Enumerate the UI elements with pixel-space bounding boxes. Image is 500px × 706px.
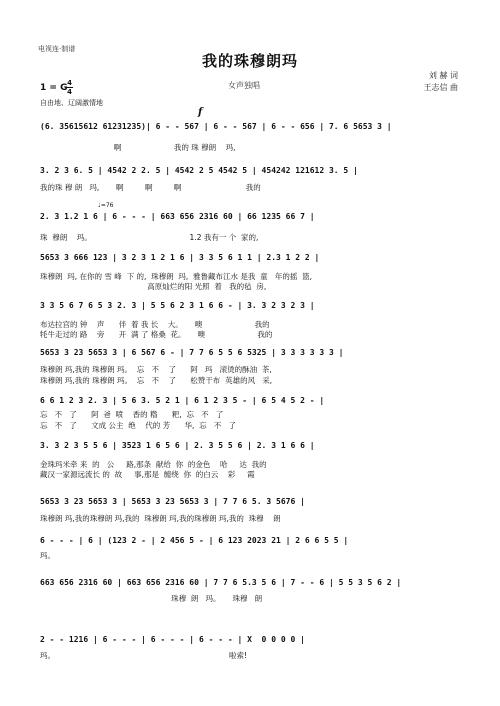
composer-credit: 王志信 曲 xyxy=(423,83,458,92)
lyric-row-5a: 布达拉宫的 钟 声 伴 着 我 长 大。 噢 我的 xyxy=(40,320,270,329)
notes-row-2: 3. 2 3 6. 5 | 4542 2 2. 5 | 4542 2 5 4542 5 | 454242 121612 3. 5 | xyxy=(40,166,358,175)
notes-row-1: (6. 35615612 61231235)| 6 - - 567 | 6 - - 567 | 6 - - 656 | 7. 6 5653 3 | xyxy=(40,122,392,131)
notes-row-11: 663 656 2316 60 | 663 656 2316 60 | 7 7 6 5.3 5 6 | 7 - - 6 | 5 5 3 5 6 2 | xyxy=(40,578,402,587)
lyric-row-11: 珠穆 朗 玛。 珠穆 朗 xyxy=(40,594,263,603)
staff-row-8 xyxy=(0,441,500,501)
forte-mark-icon: f xyxy=(198,107,203,118)
key-signature: 1 = G xyxy=(40,83,68,93)
notes-row-9: 5653 3 23 5653 3 | 5653 3 23 5653 3 | 7 7 6 5. 3 5676 | xyxy=(40,497,305,506)
notes-row-4: 5653 3 666 123 | 3 2 3 1 2 1 6 | 3 3 5 6 1 1 | 2.3 1 2 2 | xyxy=(40,253,320,262)
lyric-row-6a: 珠穆朗 玛,我的 珠穆朗 玛。 忘 不 了 阿 玛 滚烫的酥油 茶, xyxy=(40,365,272,374)
source-label: 电视连·制谱 xyxy=(38,45,76,53)
time-top: 4 xyxy=(67,79,72,87)
tempo-marking: 自由地、辽阔激情地 xyxy=(40,99,103,107)
notes-row-8: 3. 3 2 3 5 5 6 | 3523 1 6 5 6 | 2. 3 5 5 6 | 2. 3 1 6 6 | xyxy=(40,441,315,450)
lyric-row-2: 我的珠 穆 朗 玛, 啊 啊 啊 我的 xyxy=(40,183,261,192)
notes-row-6: 5653 3 23 5653 3 | 6 567 6 - | 7 7 6 5 5 6 5325 | 3 3 3 3 3 3 | xyxy=(40,348,344,357)
lyric-row-6b: 珠穆朗 玛,我的 珠穆朗 玛。 忘 不 了 松赞干布 英雄的风 采, xyxy=(40,376,273,385)
staff-row-11 xyxy=(0,578,500,638)
notes-row-3: 2. 3 1.2 1 6 | 6 - - - | 663 656 2316 60 | 66 1235 66 7 | xyxy=(40,212,315,221)
lyric-row-10: 玛。 xyxy=(40,551,55,560)
lyric-row-8b: 藏汉一家源远流长 的 故 事,那是 缠绕 你 的白云 彩 霞 xyxy=(40,470,255,479)
notes-row-7: 6 6 1 2 3 2. 3 | 5 6 3. 5 2 1 | 6 1 2 3 5 - | 6 5 4 5 2 - | xyxy=(40,396,325,405)
lyric-row-12: 玛。 啦索! xyxy=(40,651,248,660)
notes-row-12: 2 - - 1216 | 6 - - - | 6 - - - | 6 - - - | X 0 0 0 0 | xyxy=(40,635,305,644)
song-subtitle: 女声独唱 xyxy=(228,81,260,90)
tempo-mark: ♩=76 xyxy=(98,202,114,209)
lyric-row-7b: 忘 不 了 文成 公主 绝 代的 芳 华, 忘 不 了 xyxy=(40,421,236,430)
time-signature xyxy=(66,79,73,96)
time-bottom: 4 xyxy=(67,88,72,96)
lyricist-credit: 刘 赫 词 xyxy=(428,71,458,80)
lyric-row-9: 珠穆朗 玛,我的珠穆朗 玛,我的 珠穆朗 玛,我的珠穆朗 玛,我的 珠穆 朗 xyxy=(40,514,281,523)
lyric-row-1: 啊 我的 珠 穆朗 玛, xyxy=(40,143,236,152)
lyric-row-7a: 忘 不 了 阿 爸 喷 香的 糌 粑, 忘 不 了 xyxy=(40,410,224,419)
lyric-row-5b: 牦牛走过的 路 旁 开 满 了 格桑 花。 噢 我的 xyxy=(40,330,273,339)
staff-row-12 xyxy=(0,635,500,695)
lyric-row-4b: 高原灿烂的阳 光照 着 我的毡 房, xyxy=(40,282,267,291)
lyric-row-4a: 珠穆朗 玛, 在你的 雪 峰 下 的, 珠穆朗 玛, 雅鲁藏布江水 是我 童 年的摇 篮, xyxy=(40,272,312,281)
song-title: 我的珠穆朗玛 xyxy=(201,52,298,70)
notes-row-10: 6 - - - | 6 | (123 2 - | 2 456 5 - | 6 123 2023 21 | 2 6 6 5 5 | xyxy=(40,536,349,545)
lyric-row-3: 珠 穆朗 玛。 1.2 我有一 个 家的, xyxy=(40,233,259,242)
notes-row-5: 3 3 5 6 7 6 5 3 2. 3 | 5 5 6 2 3 1 6 6 - | 3. 3 2 3 2 3 | xyxy=(40,301,315,310)
lyric-row-8a: 金珠玛米牵 来 的 公 路,那条 献给 你 的金色 哈 达 我的 xyxy=(40,460,267,469)
